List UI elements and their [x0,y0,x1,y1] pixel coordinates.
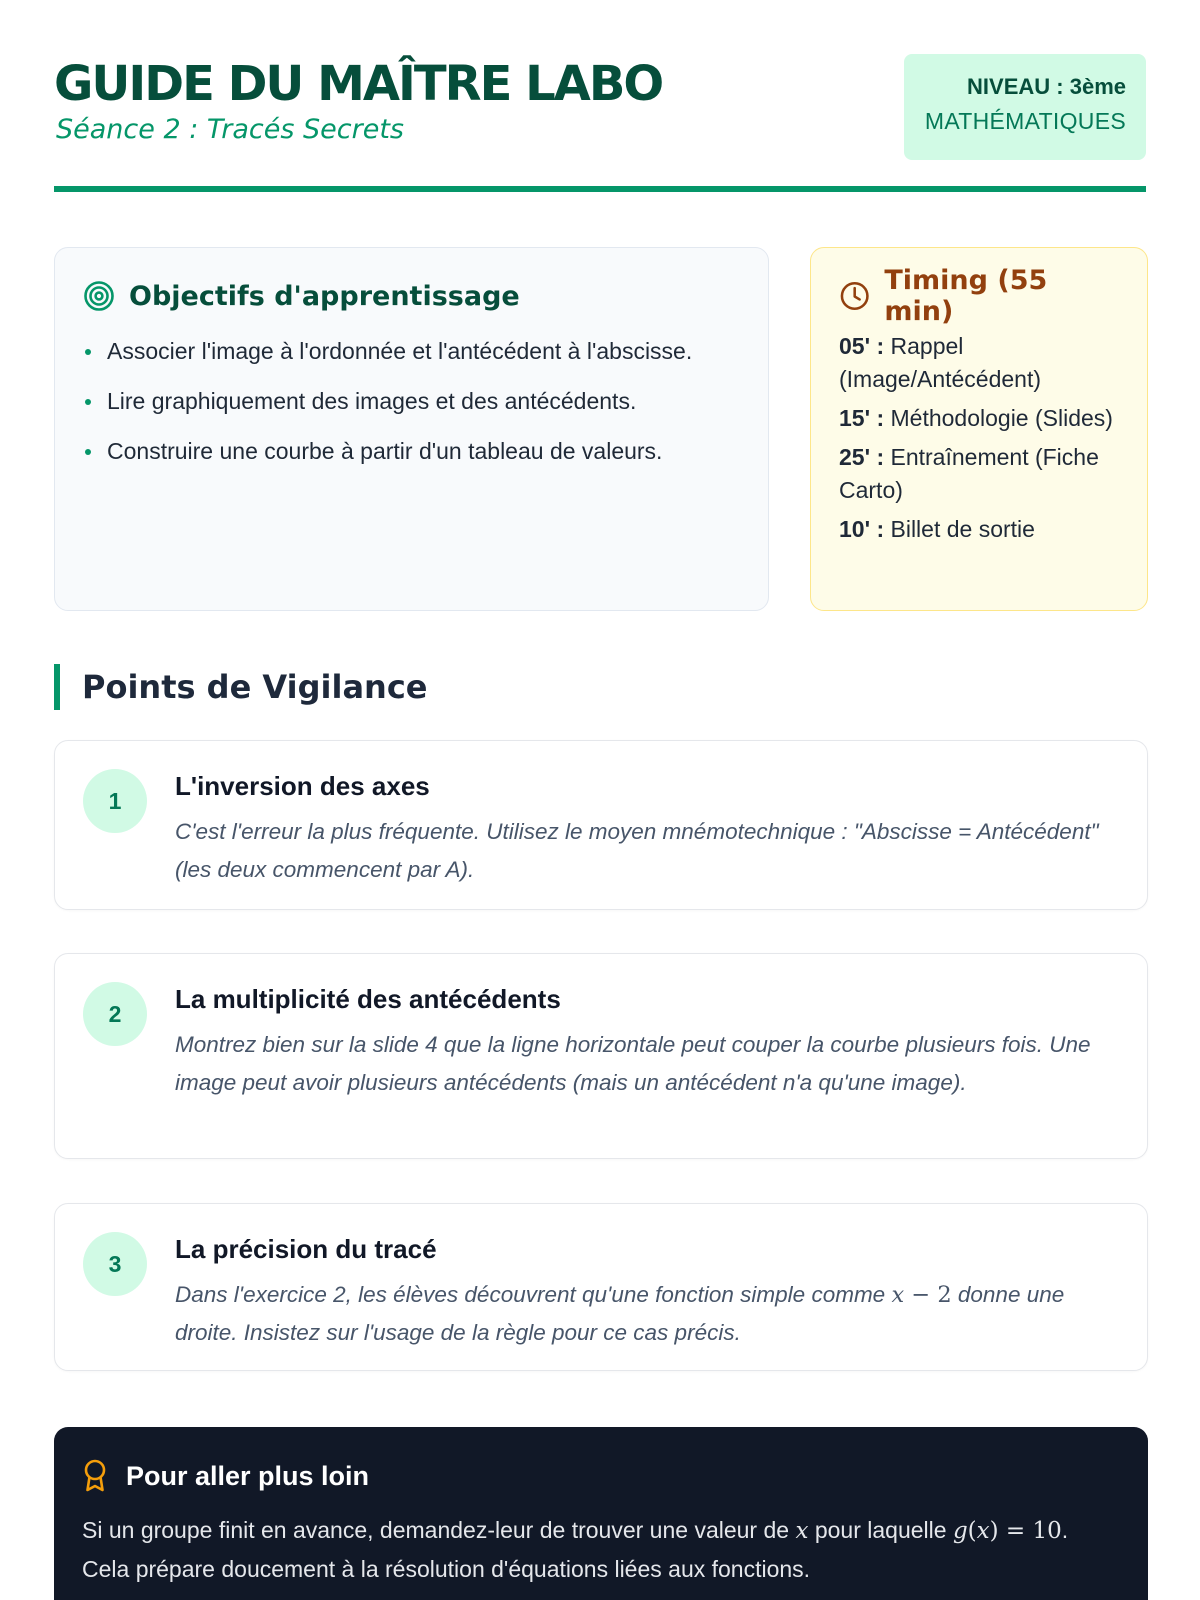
timing-duration: 10' : [839,516,885,542]
objectives-list [83,332,740,470]
math-variable: x [891,1282,905,1308]
timing-heading [839,265,1121,327]
objectives-card [54,247,769,611]
further-title: Pour aller plus loin [126,1460,370,1491]
point-number: 1 [83,769,147,833]
timing-activity: Entraînement (Fiche Carto) [839,444,1099,503]
math-expression: − 2 [904,1282,952,1308]
point-title: La précision du tracé [175,1234,437,1264]
further-text-part: pour laquelle [808,1517,953,1543]
math-variable: x [976,1518,990,1544]
timing-activity: Billet de sortie [890,516,1035,542]
timing-duration: 15' : [839,405,885,431]
point-text [175,1276,1121,1352]
subject-label: MATHÉMATIQUES [924,108,1126,134]
timing-item [839,441,1121,507]
vigilance-point-1 [54,740,1148,910]
timing-list [839,330,1121,546]
timing-card [810,247,1148,611]
level-label: NIVEAU : 3ème [967,74,1126,99]
award-icon [82,1459,108,1493]
math-paren: ( [967,1518,977,1544]
timing-item [839,402,1121,435]
point-title: La multiplicité des antécédents [175,984,561,1014]
further-text-part: . Cela prépare doucement à la résolution d'équations liées aux fonctions. [82,1517,1069,1582]
point-number: 2 [83,982,147,1046]
header-divider [54,186,1146,192]
clock-icon [839,280,870,312]
point-text: Montrez bien sur la slide 4 que la ligne horizontale peut couper la courbe plusieurs fois. Une image peut avoir plusieurs antécédents (mais un antécédent n'a qu'une image). [175,1032,1091,1095]
timing-activity: Rappel (Image/Antécédent) [839,333,1042,392]
vigilance-point-2 [54,953,1148,1159]
point-number: 3 [83,1232,147,1296]
timing-item [839,513,1121,546]
objective-item: Construire une courbe à partir d'un tableau de valeurs. [83,432,740,470]
page-header [54,54,1146,194]
math-variable: x [795,1518,809,1544]
point-text-part: Dans l'exercice 2, les élèves découvrent qu'une fonction simple comme [175,1282,892,1307]
timing-activity: Méthodologie (Slides) [890,405,1113,431]
level-badge [904,54,1146,160]
math-expression: ) = 10 [989,1518,1062,1544]
further-heading [82,1457,1120,1495]
timing-item [839,330,1121,396]
timing-duration: 05' : [839,333,885,359]
point-text-part: donne une droite. Insistez sur l'usage de la règle pour ce cas précis. [175,1282,1065,1345]
vigilance-point-3 [54,1203,1148,1371]
objective-item: Associer l'image à l'ordonnée et l'antécédent à l'abscisse. [83,332,740,370]
objectives-heading [83,276,740,316]
timing-duration: 25' : [839,444,885,470]
further-text [82,1511,1120,1588]
page-title: GUIDE DU MAÎTRE LABO [54,56,663,112]
objectives-title: Objectifs d'apprentissage [129,280,520,312]
point-text: C'est l'erreur la plus fréquente. Utilisez le moyen mnémotechnique : "Abscisse = Antécédent" (les deux commencent par A). [175,819,1099,882]
further-text-part: Si un groupe finit en avance, demandez-leur de trouver une valeur de [82,1517,796,1543]
target-icon [83,280,115,312]
session-subtitle: Séance 2 : Tracés Secrets [56,114,404,145]
point-title: L'inversion des axes [175,771,430,801]
math-function: g [952,1518,968,1544]
timing-title: Timing (55 min) [884,265,1048,327]
vigilance-heading: Points de Vigilance [54,664,427,710]
further-box [54,1427,1148,1600]
objective-item: Lire graphiquement des images et des antécédents. [83,382,740,420]
